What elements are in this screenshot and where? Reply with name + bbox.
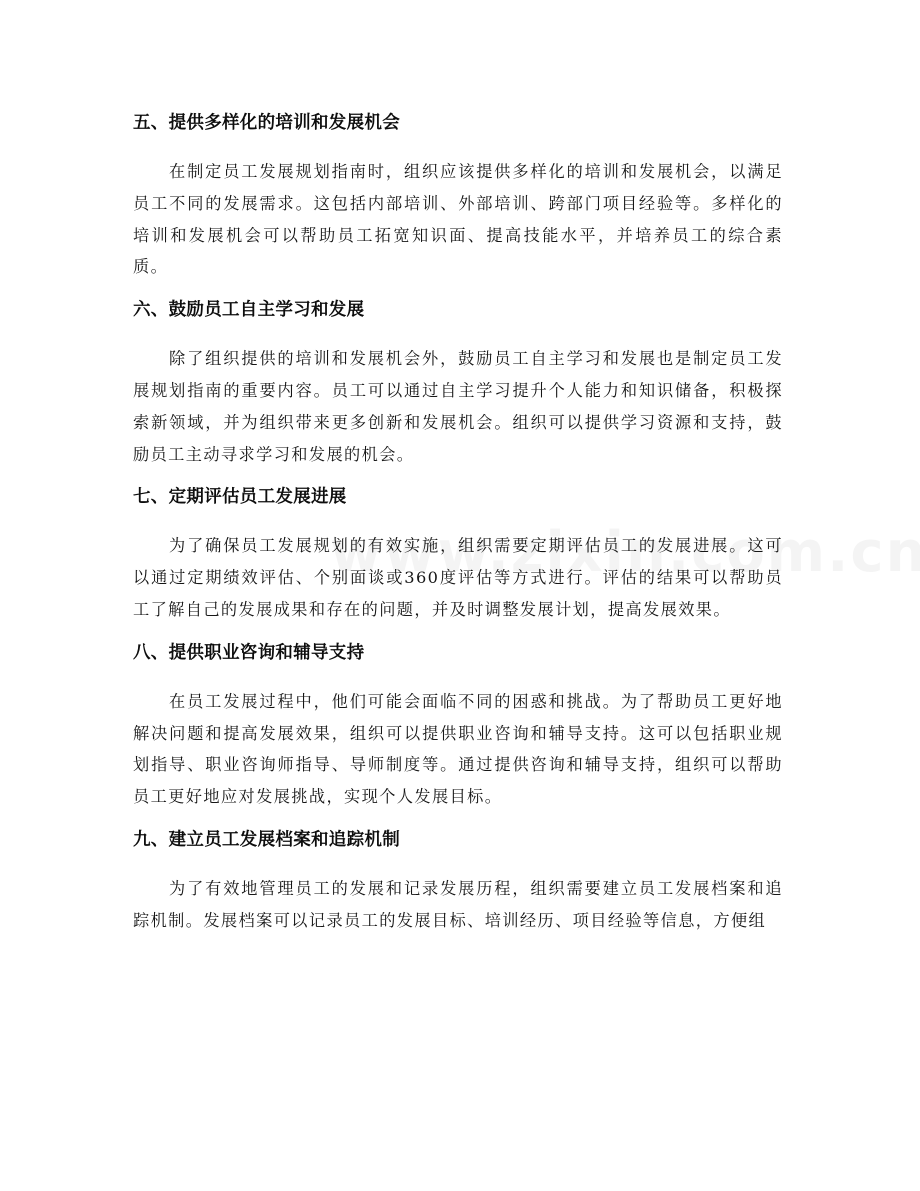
- section-paragraph: 除了组织提供的培训和发展机会外，鼓励员工自主学习和发展也是制定员工发展规划指南的重要内容。员工可以通过自主学习提升个人能力和知识储备，积极探索新领域，并为组织带来更多创新和发展机会。组织可以提供学习资源和支持，鼓励员工主动寻求学习和发展的机会。: [133, 349, 783, 464]
- section-7: [133, 480, 783, 625]
- section-heading: 八、提供职业咨询和辅导支持: [133, 642, 365, 663]
- section-paragraph: 为了确保员工发展规划的有效实施，组织需要定期评估员工的发展进展。这可以通过定期绩效评估、个别面谈或360度评估等方式进行。评估的结果可以帮助员工了解自己的发展成果和存在的问题，并及时调整发展计划，提高发展效果。: [133, 536, 783, 619]
- section-paragraph: 为了有效地管理员工的发展和记录发展历程，组织需要建立员工发展档案和追踪机制。发展档案可以记录员工的发展目标、培训经历、项目经验等信息，方便组: [133, 878, 783, 930]
- document-body: [133, 106, 783, 947]
- section-8: [133, 636, 783, 813]
- section-heading: 五、提供多样化的培训和发展机会: [133, 113, 400, 133]
- section-6: [133, 293, 783, 470]
- section-paragraph: 在员工发展过程中，他们可能会面临不同的困惑和挑战。为了帮助员工更好地解决问题和提高发展效果，组织可以提供职业咨询和辅导支持。这可以包括职业规划指导、职业咨询师指导、导师制度等。通过提供咨询和辅导支持，组织可以帮助员工更好地应对发展挑战，实现个人发展目标。: [133, 691, 783, 807]
- section-9: [133, 823, 783, 937]
- section-heading: 九、建立员工发展档案和追踪机制: [133, 829, 400, 850]
- section-heading: 六、鼓励员工自主学习和发展: [133, 300, 365, 321]
- section-heading: 七、定期评估员工发展进展: [133, 487, 347, 508]
- section-paragraph: 在制定员工发展规划指南时，组织应该提供多样化的培训和发展机会，以满足员工不同的发展需求。这包括内部培训、外部培训、跨部门项目经验等。多样化的培训和发展机会可以帮助员工拓宽知识面、提高技能水平，并培养员工的综合素质。: [133, 162, 783, 277]
- section-5: [133, 106, 783, 283]
